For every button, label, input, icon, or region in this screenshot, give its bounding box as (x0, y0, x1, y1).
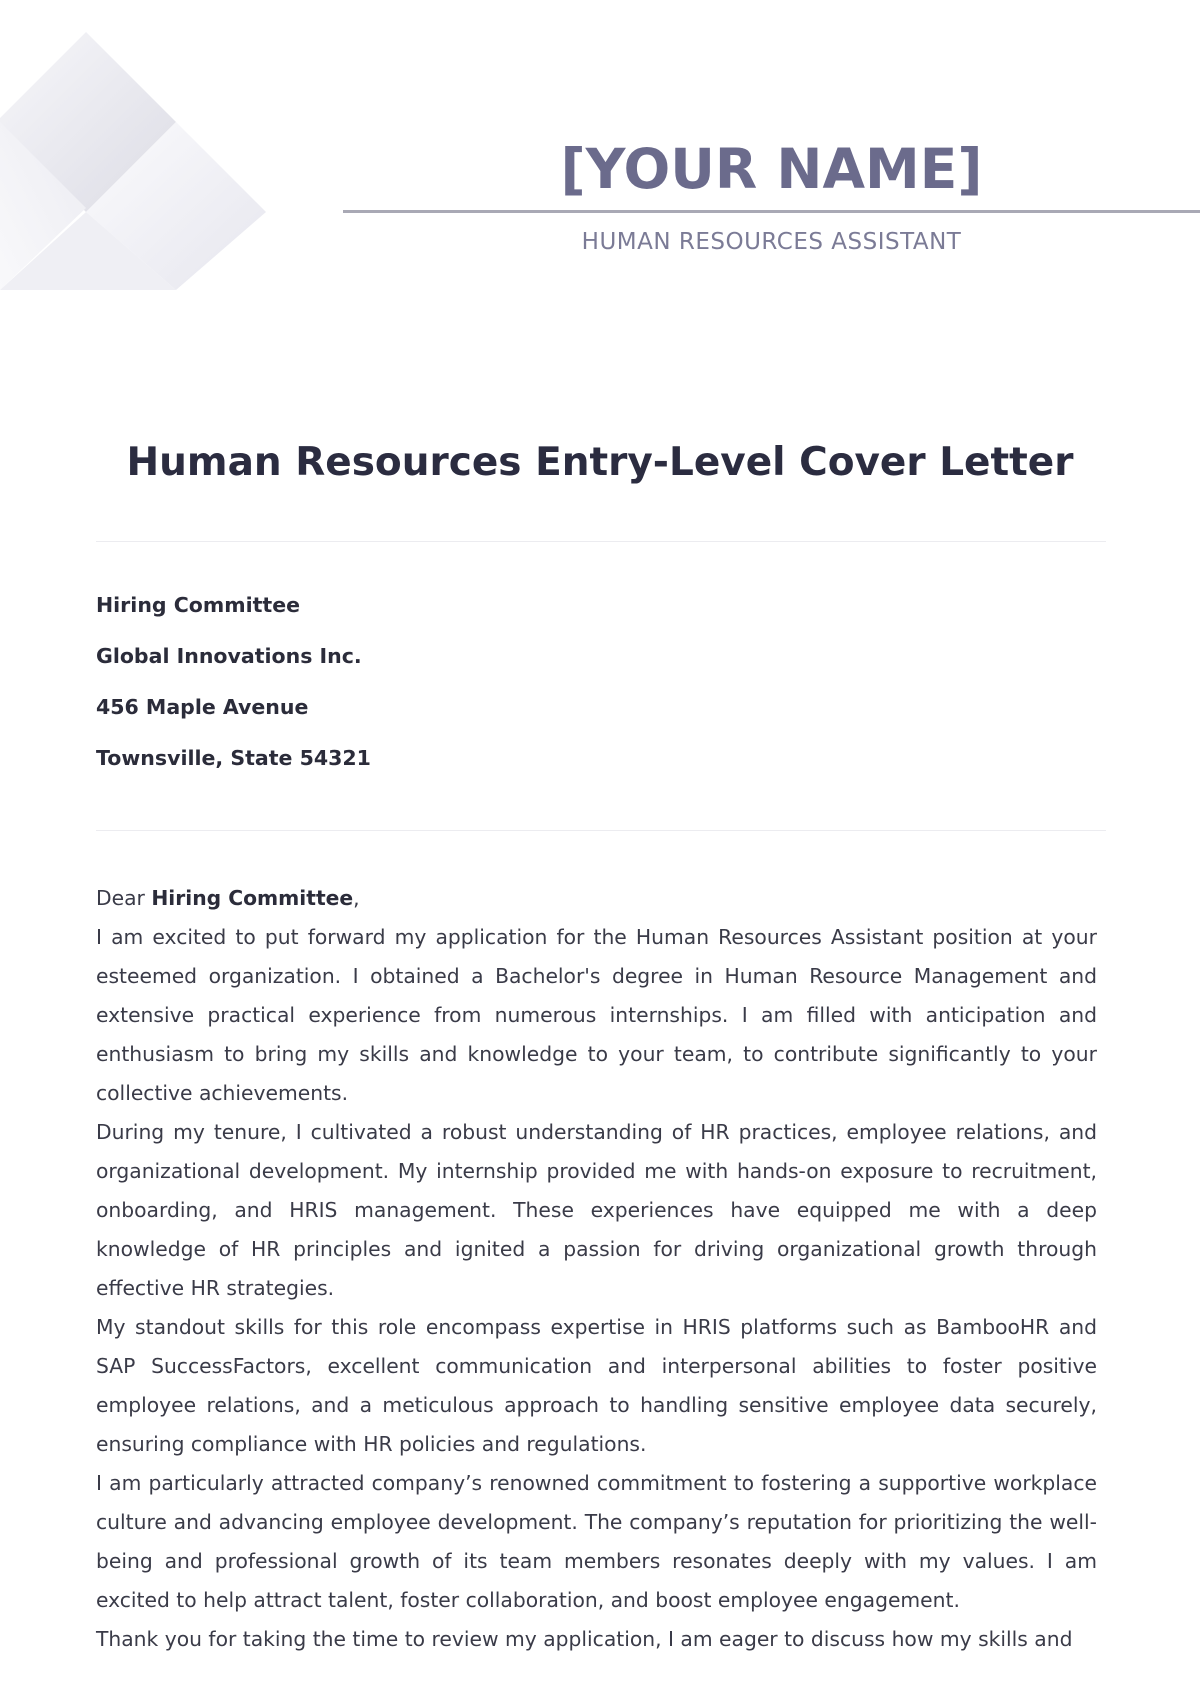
salutation-prefix: Dear (96, 886, 145, 910)
paragraph-experience: During my tenure, I cultivated a robust understanding of HR practices, employee relations, and organizational development. My internship provided me with hands-on exposure to recruitment, onboarding, and HRIS management. These experiences have equipped me with a deep knowledge of HR principles and ignited a passion for driving organizational growth through effective HR strategies. (96, 1120, 1097, 1300)
paragraph-skills: My standout skills for this role encompass expertise in HRIS platforms such as BambooHR and SAP SuccessFactors, excellent communication and interpersonal abilities to foster positive employee relations, and a meticulous approach to handling sensitive employee data securely, ensuring compliance with HR policies and regulations. (96, 1315, 1097, 1456)
recipient-address-block (96, 592, 996, 796)
divider-top (96, 541, 1106, 542)
salutation-suffix: , (353, 886, 360, 910)
salutation-name: Hiring Committee (151, 886, 354, 910)
divider-bottom (96, 830, 1106, 831)
recipient-city-state-zip: Townsville, State 54321 (96, 746, 371, 770)
recipient-street: 456 Maple Avenue (96, 695, 309, 719)
paragraph-closing: Thank you for taking the time to review my application, I am eager to discuss how my skills and (96, 1627, 1073, 1651)
recipient-name: Hiring Committee (96, 593, 301, 617)
recipient-company: Global Innovations Inc. (96, 644, 362, 668)
letter-body (96, 879, 1097, 1659)
salutation (96, 879, 1097, 918)
decorative-diamond-graphic (0, 0, 280, 300)
paragraph-intro: I am excited to put forward my application for the Human Resources Assistant position at your esteemed organization. I obtained a Bachelor's degree in Human Resource Management and extensive practical experience from numerous internships. I am filled with anticipation and enthusiasm to bring my skills and knowledge to your team, to contribute significantly to your collective achievements. (96, 925, 1097, 1105)
your-name-heading: [YOUR NAME] (560, 137, 983, 201)
paragraph-company-interest: I am particularly attracted company’s renowned commitment to fostering a supportive workplace culture and advancing employee development. The company’s reputation for prioritizing the well-being and professional growth of its team members resonates deeply with my values. I am excited to help attract talent, foster collaboration, and boost employee engagement. (96, 1471, 1097, 1612)
document-title: Human Resources Entry-Level Cover Letter (126, 440, 1074, 485)
job-title-subheading: HUMAN RESOURCES ASSISTANT (581, 229, 962, 255)
header-rule (343, 210, 1200, 213)
